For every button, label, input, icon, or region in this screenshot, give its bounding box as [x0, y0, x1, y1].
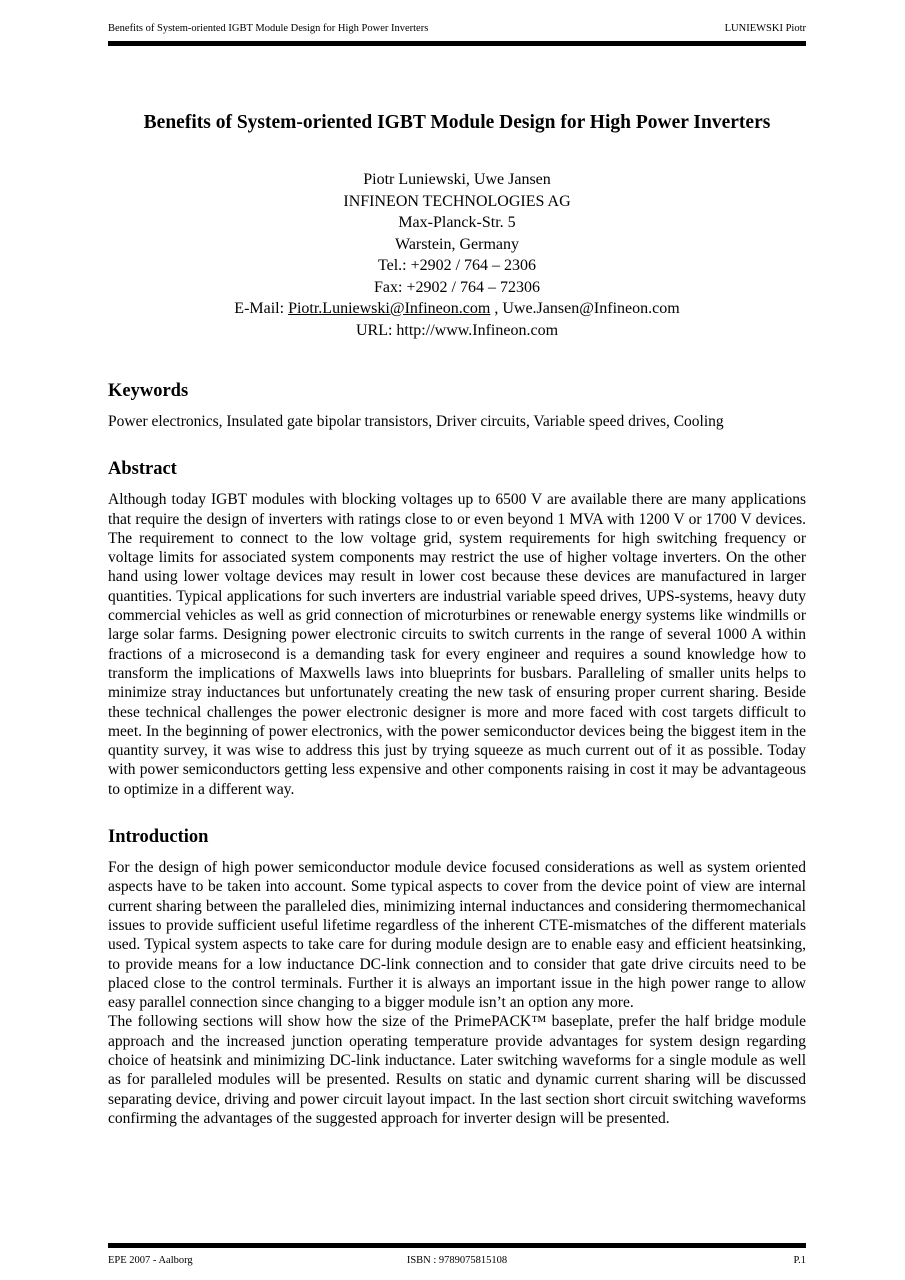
introduction-heading: Introduction [108, 827, 209, 848]
introduction-paragraph-1: For the design of high power semiconductor module device focused considerations as well as system oriented aspects have to be taken into account. Some typical aspects to cover from the device point of view are internal current sharing between the paralleled dies, minimizing internal inductances and considering thermomechanical issues to provide sufficient useful lifetime regardless of the inherent CTE-mismatches of the different materials used. Typical system aspects to take care for during module design are to enable easy and efficient heatsinking, to provide means for a low inductance DC-link connection and to consider that gate drive circuits need to be placed close to the control terminals. Further it is always an important issue in the high power range to allow easy parallel connection since changing to a bigger module isn’t an option any more. [108, 859, 806, 1012]
abstract-text: Although today IGBT modules with blocking voltages up to 6500 V are available there are many applications that require the design of inverters with ratings close to or even beyond 1 MVA with 1200 V or 1700 V devices. The requirement to connect to the low voltage grid, system requirements for high switching frequency or voltage limits for associated system components may restrict the use of higher voltage inverters. On the other hand using lower voltage devices may result in lower cost because these devices are manufactured in larger quantities. Typical applications for such inverters are industrial variable speed drives, UPS-systems, heavy duty commercial vehicles as well as grid connection of microturbines or renewable energy systems like windmills or large solar farms. Designing power electronic circuits to switch currents in the range of several 1000 A within fractions of a microsecond is a demanding task for every engineer and requires a sound knowledge how to transform the implications of Maxwells laws into blueprints for busbars. Paralleling of smaller units helps to minimize stray inductances but unfortunately creating the new task of ensuring proper current sharing. Beside these technical challenges the power electronic designer is more and more faced with cost targets difficult to meet. In the beginning of power electronics, with the power semiconductor devices being the biggest item in the quantity survey, it was wise to address this just by trying squeeze as much current out of it as possible. Today with power semiconductors getting less expensive and other components raising in cost it may be advantageous to optimize in a different way. [108, 491, 806, 798]
page-content [108, 0, 806, 1128]
paper-title: Benefits of System-oriented IGBT Module Design for High Power Inverters [143, 112, 771, 133]
footer-rule [108, 1243, 806, 1248]
email-link-piotr[interactable]: Piotr.Luniewski@Infineon.com [288, 300, 491, 317]
introduction-paragraph-2: The following sections will show how the size of the PrimePACK™ baseplate, prefer the half bridge module approach and the increased junction operating temperature provide advantages for system design regarding choice of heatsink and minimizing DC-link inductance. Later switching waveforms for a single module as well as for paralleled modules will be presented. Results on static and dynamic current sharing will be discussed separating device, driving and power circuit layout impact. In the last section short circuit switching waveforms confirming the advantages of the suggested approach for inverter design will be presented. [108, 1013, 806, 1127]
url-line: URL: http://www.Infineon.com [355, 321, 559, 339]
running-header-title: Benefits of System-oriented IGBT Module Design for High Power Inverters [108, 23, 429, 34]
email-uwe: Uwe.Jansen@Infineon.com [502, 300, 680, 317]
author-block [108, 169, 806, 341]
address-city: Warstein, Germany [395, 235, 519, 253]
email-separator: , [490, 300, 503, 317]
footer-isbn: ISBN : 9789075815108 [406, 1255, 508, 1266]
running-footer [108, 1254, 806, 1267]
address-street: Max-Planck-Str. 5 [398, 214, 516, 231]
tel-line: Tel.: +2902 / 764 – 2306 [377, 257, 537, 274]
running-header-author: LUNIEWSKI Piotr [724, 23, 806, 34]
author-names: Piotr Luniewski, Uwe Jansen [363, 171, 551, 188]
fax-line: Fax: +2902 / 764 – 72306 [374, 278, 540, 296]
affiliation: INFINEON TECHNOLOGIES AG [343, 192, 571, 210]
email-line [108, 298, 806, 320]
keywords-heading: Keywords [108, 381, 189, 401]
email-label: E-Mail: [234, 300, 289, 317]
abstract-heading: Abstract [108, 459, 177, 480]
footer-conference: EPE 2007 - Aalborg [108, 1255, 193, 1266]
footer-page-number: P.1 [793, 1255, 807, 1266]
keywords-text: Power electronics, Insulated gate bipolar transistors, Driver circuits, Variable speed drives, Cooling [108, 413, 724, 430]
